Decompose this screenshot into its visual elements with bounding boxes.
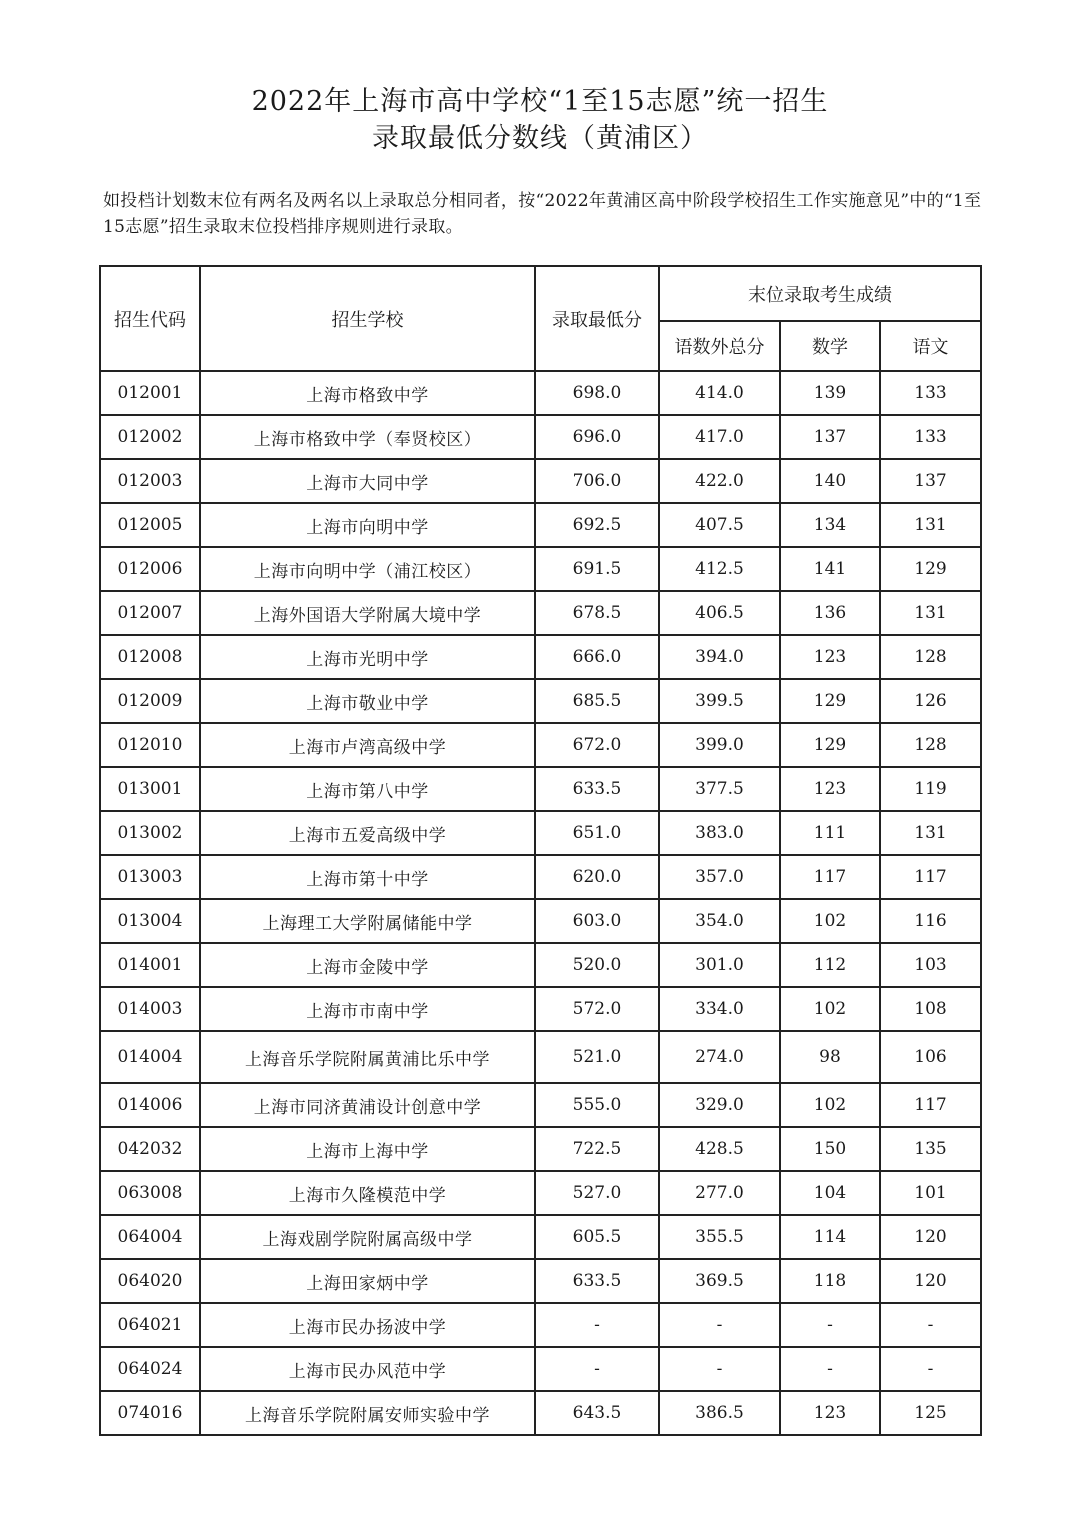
cell-code: 012005 xyxy=(100,503,200,547)
cell-math: 123 xyxy=(780,767,880,811)
cell-total: 377.5 xyxy=(659,767,780,811)
cell-min-score: 520.0 xyxy=(535,943,659,987)
cell-total: 334.0 xyxy=(659,987,780,1031)
cell-code: 014006 xyxy=(100,1083,200,1127)
cell-min-score: 633.5 xyxy=(535,767,659,811)
cell-school: 上海市同济黄浦设计创意中学 xyxy=(200,1083,535,1127)
cell-min-score: 521.0 xyxy=(535,1031,659,1083)
cell-school: 上海市卢湾高级中学 xyxy=(200,723,535,767)
cell-math: 150 xyxy=(780,1127,880,1171)
cell-school: 上海市格致中学 xyxy=(200,371,535,415)
table-row xyxy=(100,547,981,591)
cell-code: 012007 xyxy=(100,591,200,635)
cell-chinese: 135 xyxy=(880,1127,981,1171)
cell-min-score: 603.0 xyxy=(535,899,659,943)
cell-school: 上海戏剧学院附属高级中学 xyxy=(200,1215,535,1259)
cell-math: 134 xyxy=(780,503,880,547)
cell-code: 064020 xyxy=(100,1259,200,1303)
cell-school: 上海外国语大学附属大境中学 xyxy=(200,591,535,635)
header-school: 招生学校 xyxy=(200,266,535,371)
cell-code: 012009 xyxy=(100,679,200,723)
cell-math: 123 xyxy=(780,1391,880,1435)
cell-school: 上海市第八中学 xyxy=(200,767,535,811)
header-math: 数学 xyxy=(780,321,880,371)
table-row xyxy=(100,1347,981,1391)
cell-math: 102 xyxy=(780,1083,880,1127)
cell-min-score: 706.0 xyxy=(535,459,659,503)
cell-chinese: 131 xyxy=(880,503,981,547)
cell-total: 414.0 xyxy=(659,371,780,415)
admission-score-table xyxy=(99,265,982,1436)
cell-min-score: 555.0 xyxy=(535,1083,659,1127)
cell-min-score: 685.5 xyxy=(535,679,659,723)
cell-math: 139 xyxy=(780,371,880,415)
header-last-admitted-group: 末位录取考生成绩 xyxy=(659,266,981,321)
cell-total: 274.0 xyxy=(659,1031,780,1083)
table-row xyxy=(100,855,981,899)
cell-school: 上海市向明中学（浦江校区） xyxy=(200,547,535,591)
header-chinese: 语文 xyxy=(880,321,981,371)
cell-code: 012003 xyxy=(100,459,200,503)
cell-math: 129 xyxy=(780,723,880,767)
cell-code: 013002 xyxy=(100,811,200,855)
table-row xyxy=(100,899,981,943)
cell-chinese: 125 xyxy=(880,1391,981,1435)
cell-school: 上海田家炳中学 xyxy=(200,1259,535,1303)
cell-math: 118 xyxy=(780,1259,880,1303)
cell-chinese: 131 xyxy=(880,591,981,635)
cell-chinese: 103 xyxy=(880,943,981,987)
table-row xyxy=(100,459,981,503)
cell-code: 042032 xyxy=(100,1127,200,1171)
document-title: 2022年上海市高中学校“1至15志愿”统一招生 xyxy=(251,86,829,117)
cell-code: 013003 xyxy=(100,855,200,899)
cell-math: 123 xyxy=(780,635,880,679)
cell-school: 上海市格致中学（奉贤校区） xyxy=(200,415,535,459)
cell-min-score: 620.0 xyxy=(535,855,659,899)
cell-chinese: - xyxy=(880,1303,981,1347)
cell-math: 98 xyxy=(780,1031,880,1083)
cell-total: 399.5 xyxy=(659,679,780,723)
table-row xyxy=(100,591,981,635)
cell-math: 117 xyxy=(780,855,880,899)
table-row xyxy=(100,1391,981,1435)
cell-math: 102 xyxy=(780,899,880,943)
cell-code: 063008 xyxy=(100,1171,200,1215)
cell-total: 407.5 xyxy=(659,503,780,547)
cell-min-score: 691.5 xyxy=(535,547,659,591)
cell-total: 329.0 xyxy=(659,1083,780,1127)
table-row xyxy=(100,1083,981,1127)
cell-chinese: 126 xyxy=(880,679,981,723)
table-row xyxy=(100,679,981,723)
cell-school: 上海市金陵中学 xyxy=(200,943,535,987)
cell-code: 064024 xyxy=(100,1347,200,1391)
cell-school: 上海市光明中学 xyxy=(200,635,535,679)
cell-min-score: 678.5 xyxy=(535,591,659,635)
cell-code: 012006 xyxy=(100,547,200,591)
table-row xyxy=(100,987,981,1031)
cell-chinese: 133 xyxy=(880,415,981,459)
admission-rule-note: 如投档计划数末位有两名及两名以上录取总分相同者，按“2022年黄浦区高中阶段学校招生工作实施意见”中的“1至15志愿”招生录取末位投档排序规则进行录取。 xyxy=(103,191,982,237)
cell-math: 102 xyxy=(780,987,880,1031)
cell-school: 上海市向明中学 xyxy=(200,503,535,547)
cell-chinese: 128 xyxy=(880,635,981,679)
cell-min-score: - xyxy=(535,1347,659,1391)
cell-total: 355.5 xyxy=(659,1215,780,1259)
cell-code: 012008 xyxy=(100,635,200,679)
cell-math: 114 xyxy=(780,1215,880,1259)
cell-total: - xyxy=(659,1347,780,1391)
cell-math: 129 xyxy=(780,679,880,723)
cell-total: 412.5 xyxy=(659,547,780,591)
cell-school: 上海市敬业中学 xyxy=(200,679,535,723)
cell-total: 383.0 xyxy=(659,811,780,855)
table-row xyxy=(100,1259,981,1303)
table-row xyxy=(100,943,981,987)
cell-min-score: 698.0 xyxy=(535,371,659,415)
cell-chinese: 101 xyxy=(880,1171,981,1215)
table-row xyxy=(100,1031,981,1083)
cell-code: 014001 xyxy=(100,943,200,987)
cell-min-score: 722.5 xyxy=(535,1127,659,1171)
cell-chinese: - xyxy=(880,1347,981,1391)
cell-code: 012002 xyxy=(100,415,200,459)
header-total: 语数外总分 xyxy=(659,321,780,371)
cell-chinese: 137 xyxy=(880,459,981,503)
cell-school: 上海市五爱高级中学 xyxy=(200,811,535,855)
cell-total: 422.0 xyxy=(659,459,780,503)
header-code: 招生代码 xyxy=(100,266,200,371)
header-min-score: 录取最低分 xyxy=(535,266,659,371)
cell-chinese: 120 xyxy=(880,1259,981,1303)
cell-code: 013004 xyxy=(100,899,200,943)
table-row xyxy=(100,371,981,415)
table-row xyxy=(100,767,981,811)
table-row xyxy=(100,1127,981,1171)
cell-min-score: 692.5 xyxy=(535,503,659,547)
cell-min-score: 672.0 xyxy=(535,723,659,767)
cell-chinese: 120 xyxy=(880,1215,981,1259)
cell-school: 上海理工大学附属储能中学 xyxy=(200,899,535,943)
cell-total: 354.0 xyxy=(659,899,780,943)
cell-math: - xyxy=(780,1347,880,1391)
cell-total: 386.5 xyxy=(659,1391,780,1435)
cell-total: 357.0 xyxy=(659,855,780,899)
cell-code: 012010 xyxy=(100,723,200,767)
cell-school: 上海市市南中学 xyxy=(200,987,535,1031)
cell-min-score: 651.0 xyxy=(535,811,659,855)
table-row xyxy=(100,415,981,459)
cell-chinese: 116 xyxy=(880,899,981,943)
cell-chinese: 129 xyxy=(880,547,981,591)
cell-chinese: 108 xyxy=(880,987,981,1031)
table-row xyxy=(100,1215,981,1259)
cell-chinese: 117 xyxy=(880,855,981,899)
cell-math: 136 xyxy=(780,591,880,635)
cell-code: 012001 xyxy=(100,371,200,415)
cell-code: 014003 xyxy=(100,987,200,1031)
cell-code: 074016 xyxy=(100,1391,200,1435)
cell-school: 上海市上海中学 xyxy=(200,1127,535,1171)
cell-total: 277.0 xyxy=(659,1171,780,1215)
cell-min-score: 643.5 xyxy=(535,1391,659,1435)
cell-code: 064021 xyxy=(100,1303,200,1347)
cell-chinese: 117 xyxy=(880,1083,981,1127)
cell-school: 上海市第十中学 xyxy=(200,855,535,899)
cell-total: 394.0 xyxy=(659,635,780,679)
table-row xyxy=(100,811,981,855)
cell-math: 104 xyxy=(780,1171,880,1215)
cell-chinese: 128 xyxy=(880,723,981,767)
cell-total: 417.0 xyxy=(659,415,780,459)
cell-min-score: 696.0 xyxy=(535,415,659,459)
table-row xyxy=(100,503,981,547)
cell-math: 111 xyxy=(780,811,880,855)
cell-total: 428.5 xyxy=(659,1127,780,1171)
table-row xyxy=(100,1303,981,1347)
cell-school: 上海音乐学院附属黄浦比乐中学 xyxy=(200,1031,535,1083)
cell-min-score: 572.0 xyxy=(535,987,659,1031)
cell-code: 013001 xyxy=(100,767,200,811)
cell-math: 137 xyxy=(780,415,880,459)
table-row xyxy=(100,635,981,679)
cell-min-score: 666.0 xyxy=(535,635,659,679)
cell-chinese: 131 xyxy=(880,811,981,855)
cell-math: - xyxy=(780,1303,880,1347)
document-subtitle: 录取最低分数线（黄浦区） xyxy=(372,123,708,154)
cell-chinese: 133 xyxy=(880,371,981,415)
cell-school: 上海市民办风范中学 xyxy=(200,1347,535,1391)
cell-min-score: 633.5 xyxy=(535,1259,659,1303)
cell-min-score: 527.0 xyxy=(535,1171,659,1215)
cell-school: 上海市大同中学 xyxy=(200,459,535,503)
cell-code: 064004 xyxy=(100,1215,200,1259)
cell-total: 406.5 xyxy=(659,591,780,635)
cell-school: 上海音乐学院附属安师实验中学 xyxy=(200,1391,535,1435)
cell-math: 141 xyxy=(780,547,880,591)
cell-chinese: 106 xyxy=(880,1031,981,1083)
cell-code: 014004 xyxy=(100,1031,200,1083)
cell-total: 301.0 xyxy=(659,943,780,987)
cell-total: - xyxy=(659,1303,780,1347)
cell-math: 140 xyxy=(780,459,880,503)
table-row xyxy=(100,1171,981,1215)
cell-min-score: 605.5 xyxy=(535,1215,659,1259)
cell-school: 上海市久隆模范中学 xyxy=(200,1171,535,1215)
table-row xyxy=(100,723,981,767)
cell-chinese: 119 xyxy=(880,767,981,811)
cell-math: 112 xyxy=(780,943,880,987)
cell-min-score: - xyxy=(535,1303,659,1347)
cell-total: 399.0 xyxy=(659,723,780,767)
cell-school: 上海市民办扬波中学 xyxy=(200,1303,535,1347)
cell-total: 369.5 xyxy=(659,1259,780,1303)
